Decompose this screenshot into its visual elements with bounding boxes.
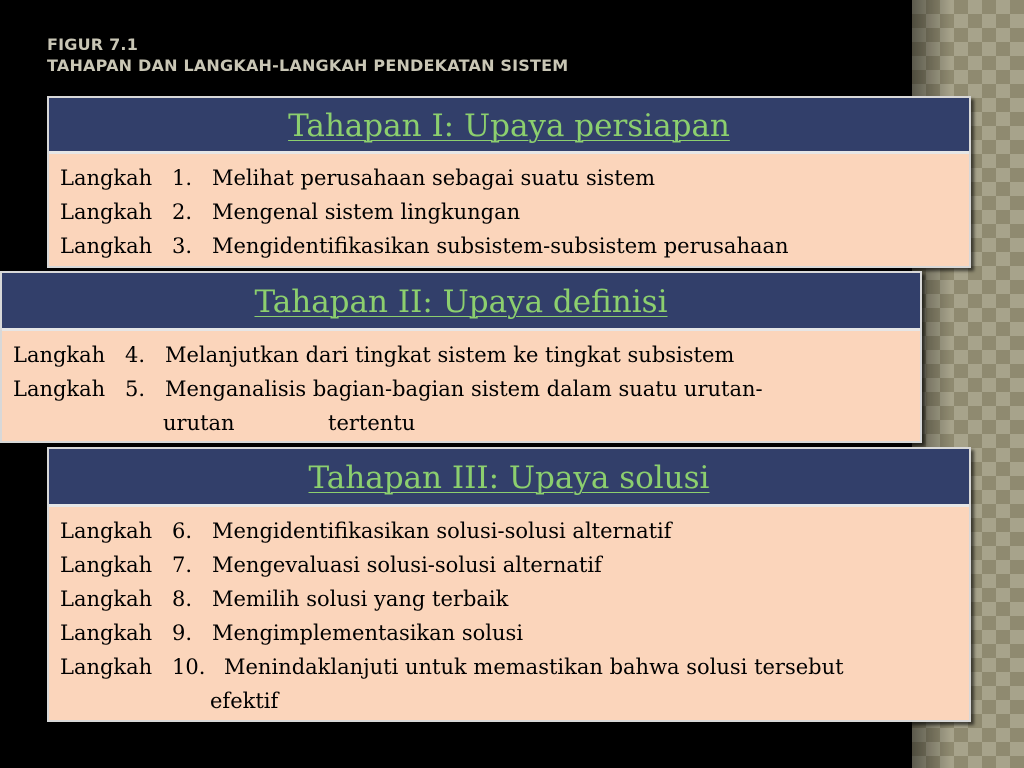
step-text: Mengenal sistem lingkungan	[212, 200, 521, 224]
step-label: Langkah	[60, 655, 153, 679]
step-text: Mengidentifikasikan solusi-solusi alternatif	[212, 519, 672, 543]
step-text: Melanjutkan dari tingkat sistem ke tingkat subsistem	[165, 343, 735, 367]
step-text: Menganalisis bagian-bagian sistem dalam suatu urutan-	[165, 377, 763, 401]
step-label: Langkah	[60, 553, 153, 577]
step-row	[60, 514, 958, 548]
step-number: 7.	[172, 553, 193, 577]
step-number: 2.	[172, 200, 193, 224]
step-row	[60, 650, 958, 684]
step-label: Langkah	[60, 519, 153, 543]
step-text: Memilih solusi yang terbaik	[212, 587, 509, 611]
step-row	[60, 616, 958, 650]
step-label: Langkah	[13, 377, 106, 401]
step-row	[60, 195, 958, 229]
step-number: 1.	[172, 166, 193, 190]
step-row	[13, 372, 909, 406]
step-continuation: efektif	[210, 689, 279, 713]
step-number: 9.	[172, 621, 193, 645]
step-text: Mengevaluasi solusi-solusi alternatif	[212, 553, 602, 577]
step-number: 5.	[125, 377, 146, 401]
step-number: 4.	[125, 343, 146, 367]
stage-1-header	[49, 98, 969, 154]
stage-2-box	[0, 271, 922, 443]
stage-3-box	[47, 447, 971, 722]
figure-caption: TAHAPAN DAN LANGKAH-LANGKAH PENDEKATAN SISTEM	[47, 56, 569, 75]
step-number: 3.	[172, 234, 193, 258]
step-row	[13, 338, 909, 372]
step-label: Langkah	[60, 166, 153, 190]
figure-number: FIGUR 7.1	[47, 35, 139, 54]
step-row	[60, 582, 958, 616]
step-continuation: urutan tertentu	[163, 411, 416, 435]
step-text: Melihat perusahaan sebagai suatu sistem	[212, 166, 656, 190]
step-row	[60, 229, 958, 263]
stage-3-header	[49, 449, 969, 507]
stage-3-steps	[49, 507, 969, 724]
stage-2-steps	[2, 331, 920, 446]
step-text: Mengidentifikasikan subsistem-subsistem perusahaan	[212, 234, 789, 258]
step-row	[60, 548, 958, 582]
stage-1-box	[47, 96, 971, 268]
step-label: Langkah	[60, 621, 153, 645]
stage-1-title: Tahapan I: Upaya persiapan	[288, 108, 730, 144]
stage-2-title: Tahapan II: Upaya definisi	[254, 284, 668, 320]
step-number: 6.	[172, 519, 193, 543]
figure-title	[47, 34, 897, 76]
step-number: 10.	[172, 655, 206, 679]
step-row	[60, 161, 958, 195]
step-label: Langkah	[60, 200, 153, 224]
step-number: 8.	[172, 587, 193, 611]
step-text: Menindaklanjuti untuk memastikan bahwa solusi tersebut	[224, 655, 844, 679]
step-label: Langkah	[60, 234, 153, 258]
step-label: Langkah	[60, 587, 153, 611]
step-text: Mengimplementasikan solusi	[212, 621, 524, 645]
stage-1-steps	[49, 154, 969, 269]
stage-2-header	[2, 273, 920, 331]
step-label: Langkah	[13, 343, 106, 367]
stage-3-title: Tahapan III: Upaya solusi	[308, 460, 710, 496]
